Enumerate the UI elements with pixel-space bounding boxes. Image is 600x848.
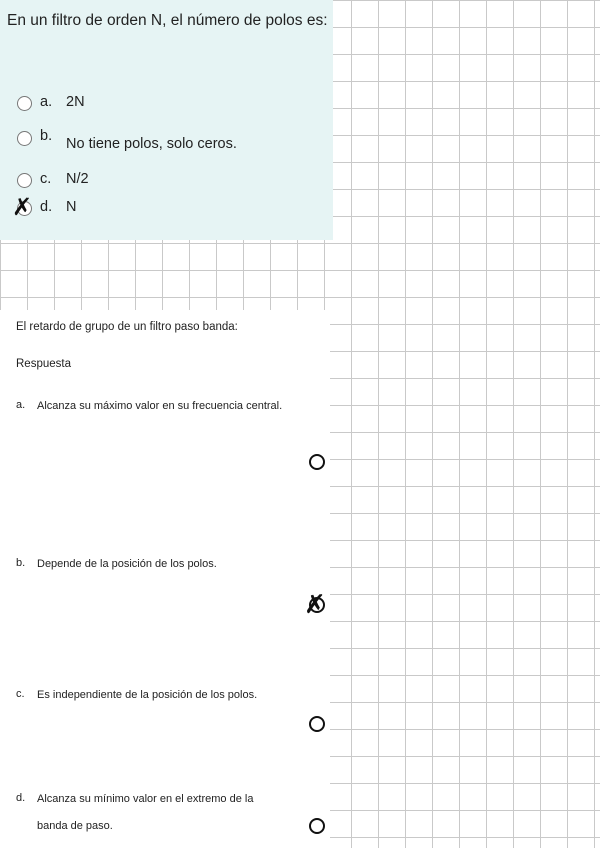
q1-option-b[interactable] bbox=[0, 127, 330, 153]
q2-radio-a[interactable] bbox=[309, 454, 325, 470]
question-1-panel bbox=[0, 0, 333, 240]
q1-option-text: No tiene polos, solo ceros. bbox=[66, 136, 237, 152]
q1-radio-c[interactable] bbox=[17, 173, 32, 188]
q2-option-letter-d: d. bbox=[16, 792, 26, 804]
q2-radio-c[interactable] bbox=[309, 716, 325, 732]
q1-option-text: N bbox=[66, 199, 77, 215]
q2-radio-d[interactable] bbox=[309, 818, 325, 834]
question-2-title: El retardo de grupo de un filtro paso banda: bbox=[16, 321, 238, 333]
q2-option-text-c: Es independiente de la posición de los polos. bbox=[37, 689, 258, 701]
q2-option-letter-a: a. bbox=[16, 399, 26, 411]
q1-option-a[interactable] bbox=[0, 92, 330, 118]
q2-option-text-d-line1: Alcanza su mínimo valor en el extremo de la bbox=[37, 793, 254, 805]
q1-option-text: 2N bbox=[66, 94, 85, 110]
q2-option-text-d-line2: banda de paso. bbox=[37, 820, 113, 832]
question-1-title: En un filtro de orden N, el número de polos es: bbox=[7, 12, 328, 29]
q1-option-d[interactable] bbox=[0, 193, 330, 223]
q1-option-letter: a. bbox=[40, 94, 53, 110]
q2-option-text-b: Depende de la posición de los polos. bbox=[37, 558, 217, 570]
q1-radio-b[interactable] bbox=[17, 131, 32, 146]
q2-option-text-a: Alcanza su máximo valor en su frecuencia central. bbox=[37, 400, 283, 412]
cross-mark-icon: ✗ bbox=[304, 590, 326, 620]
q1-radio-a[interactable] bbox=[17, 96, 32, 111]
q2-option-letter-c: c. bbox=[16, 688, 25, 700]
cross-mark-icon: ✗ bbox=[12, 193, 33, 221]
q2-option-letter-b: b. bbox=[16, 557, 26, 569]
response-label: Respuesta bbox=[16, 358, 71, 370]
q1-option-c[interactable] bbox=[0, 169, 330, 195]
q1-option-letter: c. bbox=[40, 171, 52, 187]
q1-option-text: N/2 bbox=[66, 171, 89, 187]
q1-option-letter: b. bbox=[40, 128, 53, 144]
q1-option-letter: d. bbox=[40, 199, 53, 215]
question-2-panel bbox=[0, 310, 330, 848]
